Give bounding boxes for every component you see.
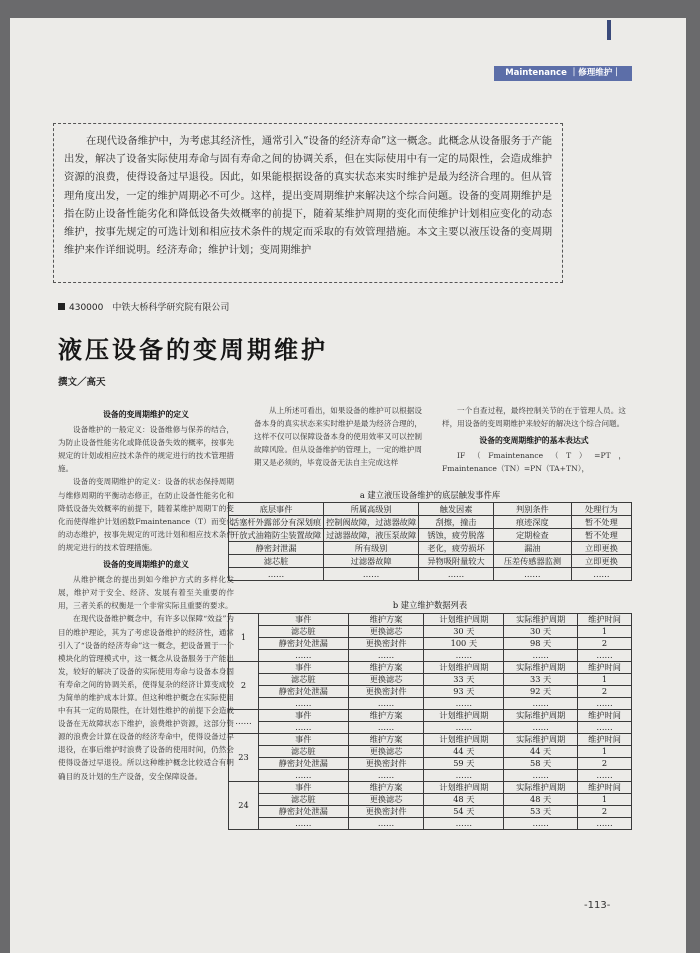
table-cell: 滤芯脏	[229, 555, 324, 568]
ellipsis-cell: ……	[348, 698, 424, 710]
ellipsis-cell: ……	[578, 650, 632, 662]
table-cell: 54 天	[424, 806, 504, 818]
table-cell: 过滤器故障	[324, 555, 419, 568]
table-cell: 44 天	[424, 746, 504, 758]
header-cell: 实际维护周期	[504, 710, 578, 722]
group-header-row	[229, 734, 632, 746]
group-id-cell: 23	[229, 734, 259, 782]
table-cell: 44 天	[504, 746, 578, 758]
table-cell: 2	[578, 806, 632, 818]
ellipsis-cell: ……	[348, 722, 424, 734]
ellipsis-cell: ……	[504, 650, 578, 662]
header-cell: 维护时间	[578, 734, 632, 746]
table-cell: 控制阀故障，过滤器故障	[324, 516, 419, 529]
page-number: -113-	[584, 900, 611, 911]
ellipsis-cell: ……	[578, 722, 632, 734]
table-cell: 定期检查	[493, 529, 571, 542]
ellipsis-cell: ……	[348, 770, 424, 782]
header-cell: 计划维护周期	[424, 614, 504, 626]
ellipsis-cell: ……	[258, 818, 348, 830]
table-cell: 滤芯脏	[258, 794, 348, 806]
group-id-cell: 2	[229, 662, 259, 710]
table-cell: 59 天	[424, 758, 504, 770]
ellipsis-cell: ……	[504, 818, 578, 830]
ellipsis-cell: ……	[424, 722, 504, 734]
ellipsis-cell: ……	[348, 818, 424, 830]
table-cell: 压差传感器监测	[493, 555, 571, 568]
table-row	[229, 806, 632, 818]
table-cell: 暂不处理	[571, 516, 631, 529]
header-cell: 事件	[258, 710, 348, 722]
column-2	[254, 404, 422, 469]
table-cell: ……	[571, 568, 631, 581]
header-cell: 处理行为	[571, 503, 631, 516]
group-header-row	[229, 710, 632, 722]
table-cell: 33 天	[424, 674, 504, 686]
ellipsis-cell: ……	[504, 770, 578, 782]
table-cell: 更换密封件	[348, 638, 424, 650]
paragraph: 在现代设备维护概念中，有许多以保障“效益”为目的维护理论，其为了考虑设备维护的经济性，通常引入了“设备的经济寿命”这一概念，把设备置于一个模块化的管理模式中，这一概念从设备服务于产能出发，较好的解决了设备的实际使用寿命与设备本身固有寿命之间的协调关系，使得复杂的经济计算变成较为简单的维护成本计算。但这种维护概念在实际使用中有其一定的局限性，在计划性维护的前提下会造成设备在无故障状态下维护，浪费维护资源，这部分资源的浪费会计算在设备的经济寿命中，使得设备过早退役，在事后维护时浪费了设备的使用时间，仍然会使得设备过早退役。所以这种维护概念比较适合有明确目的及计划的生产设备，安全保障设备。	[58, 614, 234, 781]
header-cell: 实际维护周期	[504, 782, 578, 794]
header-cell: 事件	[258, 734, 348, 746]
header-cell: 所属高级别	[324, 503, 419, 516]
table-cell: 2	[578, 686, 632, 698]
article-title: 液压设备的变周期维护	[58, 335, 328, 364]
table-cell: 更换密封件	[348, 806, 424, 818]
table-cell: 92 天	[504, 686, 578, 698]
table-cell: 锈蚀，疲劳脱落	[419, 529, 494, 542]
table-cell: 痕迹深度	[493, 516, 571, 529]
table-cell: 更换密封件	[348, 758, 424, 770]
table-row	[229, 516, 632, 529]
table-cell: 漏油	[493, 542, 571, 555]
table-row	[229, 529, 632, 542]
table-b-caption: b 建立维护数据列表	[392, 600, 468, 610]
table-cell: 刮擦，撞击	[419, 516, 494, 529]
table-cell: 所有级别	[324, 542, 419, 555]
paragraph: 一个自查过程，最终控制关节的在于管理人员。这样，用设备的变周期维护来较好的解决这个综合问题。	[442, 406, 626, 429]
header-cell: 计划维护周期	[424, 662, 504, 674]
header-cell: 维护时间	[578, 662, 632, 674]
table-cell: ……	[229, 568, 324, 581]
table-cell: 异物吸附量较大	[419, 555, 494, 568]
header-cell: 计划维护周期	[424, 782, 504, 794]
header-cell: 维护方案	[348, 662, 424, 674]
table-cell: 93 天	[424, 686, 504, 698]
table-cell: ……	[493, 568, 571, 581]
formula-text: IF（Fmaintenance（T）=PT，Fmaintenance（TN）=PN（TA+TN），	[442, 451, 626, 474]
top-accent-bar	[607, 20, 611, 40]
table-cell: 更换密封件	[348, 686, 424, 698]
header-cell: 维护方案	[348, 782, 424, 794]
table-cell: 立即更换	[571, 555, 631, 568]
header-cell: 维护时间	[578, 710, 632, 722]
table-cell: 58 天	[504, 758, 578, 770]
table-cell: ……	[324, 568, 419, 581]
group-header-row	[229, 782, 632, 794]
table-row	[229, 758, 632, 770]
header-cell: 维护方案	[348, 614, 424, 626]
ellipsis-cell: ……	[424, 698, 504, 710]
header-cell: 维护方案	[348, 734, 424, 746]
header-cell: 触发因素	[419, 503, 494, 516]
abstract-box: 在现代设备维护中，为考虑其经济性，通常引入“设备的经济寿命”这一概念。此概念从设备服务于产能出发，解决了设备实际使用寿命与固有寿命之间的协调关系，但在实际使用中有一定的局限性，会造成维护资源的浪费，使得设备过早退役。因此，如果能根据设备的真实状态来实时维护是最为经济合理的。但从管理角度出发，一定的维护周期必不可少。这样，提出变周期维护来解决这个综合问题。设备的变周期维护是指在防止设备性能劣化和降低设备失效概率的前提下，随着某维护周期的变化而使维护计划相应变化的动态维护，按事先规定的可选计划和相应技术条件的规定而采取的有效管理措施。本文主要以液压设备的变周期维护来作详细说明。经济寿命；维护计划；变周期维护	[53, 123, 563, 283]
table-cell: 2	[578, 758, 632, 770]
ellipsis-row	[229, 818, 632, 830]
header-cell: 事件	[258, 782, 348, 794]
table-cell: 活塞杆外露部分有深划痕	[229, 516, 324, 529]
table-cell: 过滤器故障，液压泵故障	[324, 529, 419, 542]
group-header-row	[229, 614, 632, 626]
group-id-cell: ……	[229, 710, 259, 734]
ellipsis-cell: ……	[424, 818, 504, 830]
table-cell: 33 天	[504, 674, 578, 686]
ellipsis-cell: ……	[578, 698, 632, 710]
paragraph: 设备维护的一般定义：设备维修与保养的结合，为防止设备性能劣化或降低设备失效的概率，按事先规定的计划或相应技术条件的规定进行的技术管理措施。	[58, 425, 234, 474]
table-row	[229, 542, 632, 555]
table-cell: 1	[578, 794, 632, 806]
maintenance-data-table	[228, 613, 632, 830]
table-row	[229, 686, 632, 698]
ellipsis-cell: ……	[578, 770, 632, 782]
table-cell: 48 天	[504, 794, 578, 806]
header-cell: 实际维护周期	[504, 662, 578, 674]
table-cell: 98 天	[504, 638, 578, 650]
ellipsis-cell: ……	[348, 650, 424, 662]
heading-formula: 设备的变周期维护的基本表达式	[479, 436, 589, 446]
table-cell: 更换滤芯	[348, 674, 424, 686]
table-cell: 静密封泄漏	[229, 542, 324, 555]
table-cell: 更换滤芯	[348, 794, 424, 806]
table-row	[229, 746, 632, 758]
table-cell: 静密封处泄漏	[258, 806, 348, 818]
section-header-tag: Maintenance ｜修理维护｜	[494, 66, 632, 81]
ellipsis-cell: ……	[424, 650, 504, 662]
table-cell: 更换滤芯	[348, 626, 424, 638]
ellipsis-cell: ……	[578, 818, 632, 830]
table-row	[229, 568, 632, 581]
table-header-row	[229, 503, 632, 516]
table-cell: 静密封处泄漏	[258, 758, 348, 770]
paragraph: 从维护概念的提出到如今维护方式的多样化发展，维护对于安全、经济、发展有着至关重要的作用，三者关系的权衡是一个非常实际且重要的要求。	[58, 575, 234, 611]
group-header-row	[229, 662, 632, 674]
affiliation	[58, 300, 229, 313]
header-cell: 维护时间	[578, 782, 632, 794]
square-bullet-icon	[58, 303, 65, 310]
table-row	[229, 626, 632, 638]
table-cell: 48 天	[424, 794, 504, 806]
ellipsis-cell: ……	[258, 770, 348, 782]
header-cell: 事件	[258, 614, 348, 626]
affiliation-text: 430000 中铁大桥科学研究院有限公司	[69, 303, 230, 313]
table-cell: 静密封处泄漏	[258, 638, 348, 650]
table-cell: 滤芯脏	[258, 674, 348, 686]
table-row	[229, 674, 632, 686]
header-cell: 计划维护周期	[424, 710, 504, 722]
ellipsis-cell: ……	[258, 650, 348, 662]
table-a-caption: a 建立液压设备维护的底层触发事件库	[359, 490, 501, 500]
table-cell: 暂不处理	[571, 529, 631, 542]
table-row	[229, 555, 632, 568]
table-cell: 立即更换	[571, 542, 631, 555]
table-row	[229, 638, 632, 650]
header-cell: 判别条件	[493, 503, 571, 516]
author-line: 撰文／高天	[58, 377, 106, 388]
ellipsis-cell: ……	[504, 698, 578, 710]
header-cell: 维护方案	[348, 710, 424, 722]
group-id-cell: 1	[229, 614, 259, 662]
header-cell: 实际维护周期	[504, 734, 578, 746]
table-cell: 2	[578, 638, 632, 650]
table-cell: 1	[578, 746, 632, 758]
ellipsis-row	[229, 722, 632, 734]
group-id-cell: 24	[229, 782, 259, 830]
heading-significance: 设备的变周期维护的意义	[103, 560, 189, 570]
header-cell: 计划维护周期	[424, 734, 504, 746]
heading-definition: 设备的变周期维护的定义	[103, 410, 189, 419]
table-cell: 静密封处泄漏	[258, 686, 348, 698]
paragraph: 设备的变周期维护的定义：设备的状态保持周期与维修周期的平衡动态修正，在防止设备性能劣化和降低设备失效概率的前提下，随着某维护周期Ｔ的变化而使得维护计划函数Fmaintenance（T）而变化的动态维护，按事先规定的可选计划和相应技术条件的规定进行的技术管理措施。	[58, 477, 234, 552]
ellipsis-cell: ……	[258, 722, 348, 734]
table-cell: 老化，疲劳损坏	[419, 542, 494, 555]
table-cell: 1	[578, 674, 632, 686]
ellipsis-row	[229, 650, 632, 662]
paragraph: 从上所述可看出，如果设备的维护可以根据设备本身的真实状态来实时维护是最为经济合理的，这样不仅可以保障设备本身的使用效率又可以控制故障风险。但从设备维护的管理上，一定的维护周期又是必须的，毕竟设备无法自主完成这样	[254, 406, 422, 468]
table-cell: 开放式油箱防尘装置故障	[229, 529, 324, 542]
table-cell: 100 天	[424, 638, 504, 650]
table-cell: 滤芯脏	[258, 746, 348, 758]
ellipsis-row	[229, 770, 632, 782]
header-cell: 事件	[258, 662, 348, 674]
column-3	[442, 404, 626, 475]
ellipsis-cell: ……	[258, 698, 348, 710]
table-cell: 53 天	[504, 806, 578, 818]
table-cell: 滤芯脏	[258, 626, 348, 638]
table-cell: 1	[578, 626, 632, 638]
table-row	[229, 794, 632, 806]
table-cell: 更换滤芯	[348, 746, 424, 758]
header-cell: 底层事件	[229, 503, 324, 516]
table-cell: 30 天	[424, 626, 504, 638]
header-cell: 维护时间	[578, 614, 632, 626]
table-cell: ……	[419, 568, 494, 581]
header-cell: 实际维护周期	[504, 614, 578, 626]
ellipsis-cell: ……	[504, 722, 578, 734]
ellipsis-row	[229, 698, 632, 710]
column-1	[58, 404, 234, 783]
trigger-event-table	[228, 502, 632, 581]
ellipsis-cell: ……	[424, 770, 504, 782]
table-cell: 30 天	[504, 626, 578, 638]
